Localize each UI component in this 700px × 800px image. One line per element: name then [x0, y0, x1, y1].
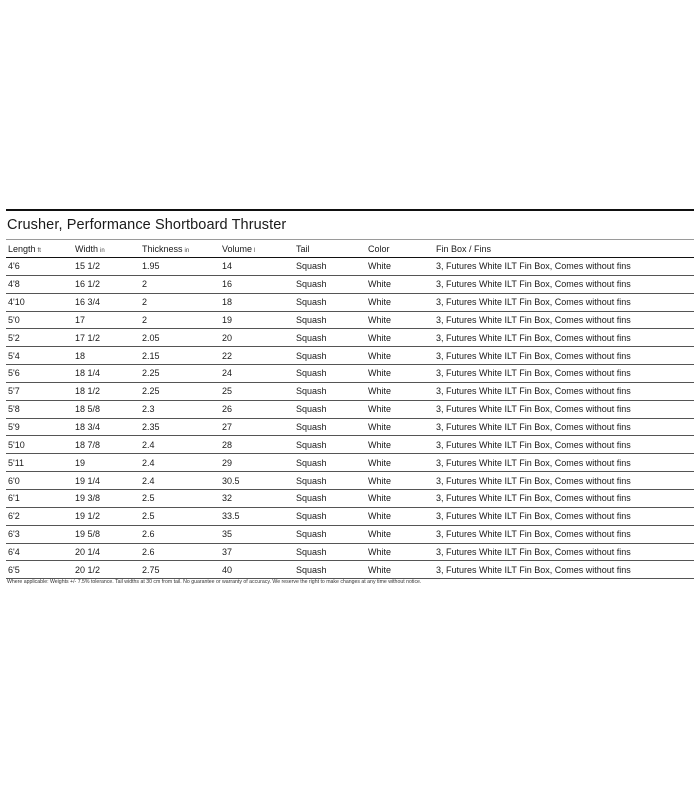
volume-cell: 26	[220, 400, 294, 418]
volume-cell: 33.5	[220, 507, 294, 525]
fins-cell: 3, Futures White ILT Fin Box, Comes without fins	[434, 311, 694, 329]
color-cell: White	[366, 525, 434, 543]
fins-cell: 3, Futures White ILT Fin Box, Comes without fins	[434, 293, 694, 311]
length-cell: 5'2	[6, 329, 73, 347]
color-cell: White	[366, 400, 434, 418]
fins-cell: 3, Futures White ILT Fin Box, Comes without fins	[434, 329, 694, 347]
tail-cell: Squash	[294, 311, 366, 329]
volume-cell: 32	[220, 489, 294, 507]
table-row	[6, 293, 694, 311]
column-label: Fin Box / Fins	[436, 243, 492, 254]
volume-cell: 30.5	[220, 472, 294, 490]
width-cell: 20 1/2	[73, 561, 140, 579]
width-cell: 18 7/8	[73, 436, 140, 454]
column-header-color	[366, 240, 434, 258]
thickness-cell: 2	[140, 275, 220, 293]
tail-cell: Squash	[294, 543, 366, 561]
volume-cell: 18	[220, 293, 294, 311]
volume-cell: 24	[220, 365, 294, 383]
column-header-volume	[220, 240, 294, 258]
fins-cell: 3, Futures White ILT Fin Box, Comes without fins	[434, 507, 694, 525]
width-cell: 18 1/4	[73, 365, 140, 383]
width-cell: 19	[73, 454, 140, 472]
table-header	[6, 240, 694, 258]
width-cell: 18 3/4	[73, 418, 140, 436]
length-cell: 6'5	[6, 561, 73, 579]
thickness-cell: 2.15	[140, 347, 220, 365]
color-cell: White	[366, 472, 434, 490]
tail-cell: Squash	[294, 418, 366, 436]
table-row	[6, 561, 694, 579]
volume-cell: 35	[220, 525, 294, 543]
column-unit: l	[254, 247, 256, 254]
thickness-cell: 2	[140, 293, 220, 311]
length-cell: 5'7	[6, 382, 73, 400]
column-header-fins	[434, 240, 694, 258]
tail-cell: Squash	[294, 382, 366, 400]
volume-cell: 29	[220, 454, 294, 472]
thickness-cell: 2.25	[140, 382, 220, 400]
table-row	[6, 311, 694, 329]
volume-cell: 22	[220, 347, 294, 365]
width-cell: 18 5/8	[73, 400, 140, 418]
length-cell: 6'0	[6, 472, 73, 490]
table-row	[6, 400, 694, 418]
tail-cell: Squash	[294, 525, 366, 543]
column-label: Thickness	[142, 243, 183, 254]
fins-cell: 3, Futures White ILT Fin Box, Comes without fins	[434, 418, 694, 436]
tail-cell: Squash	[294, 347, 366, 365]
tail-cell: Squash	[294, 400, 366, 418]
width-cell: 18	[73, 347, 140, 365]
length-cell: 5'10	[6, 436, 73, 454]
color-cell: White	[366, 543, 434, 561]
thickness-cell: 2.4	[140, 472, 220, 490]
fins-cell: 3, Futures White ILT Fin Box, Comes without fins	[434, 258, 694, 276]
table-row	[6, 382, 694, 400]
volume-cell: 16	[220, 275, 294, 293]
volume-cell: 27	[220, 418, 294, 436]
thickness-cell: 2	[140, 311, 220, 329]
width-cell: 19 5/8	[73, 525, 140, 543]
table-row	[6, 347, 694, 365]
color-cell: White	[366, 258, 434, 276]
thickness-cell: 2.35	[140, 418, 220, 436]
tail-cell: Squash	[294, 507, 366, 525]
color-cell: White	[366, 347, 434, 365]
thickness-cell: 2.4	[140, 436, 220, 454]
spec-table	[6, 239, 694, 579]
length-cell: 6'1	[6, 489, 73, 507]
tail-cell: Squash	[294, 329, 366, 347]
column-label: Volume	[222, 243, 253, 254]
column-unit: in	[184, 247, 190, 254]
header-row	[6, 240, 694, 258]
volume-cell: 14	[220, 258, 294, 276]
thickness-cell: 2.05	[140, 329, 220, 347]
thickness-cell: 2.25	[140, 365, 220, 383]
fins-cell: 3, Futures White ILT Fin Box, Comes without fins	[434, 382, 694, 400]
table-row	[6, 258, 694, 276]
tail-cell: Squash	[294, 561, 366, 579]
tail-cell: Squash	[294, 472, 366, 490]
volume-cell: 19	[220, 311, 294, 329]
length-cell: 5'9	[6, 418, 73, 436]
color-cell: White	[366, 365, 434, 383]
table-row	[6, 275, 694, 293]
width-cell: 19 1/2	[73, 507, 140, 525]
thickness-cell: 2.4	[140, 454, 220, 472]
color-cell: White	[366, 275, 434, 293]
fins-cell: 3, Futures White ILT Fin Box, Comes without fins	[434, 400, 694, 418]
volume-cell: 37	[220, 543, 294, 561]
volume-cell: 20	[220, 329, 294, 347]
column-label: Length	[8, 243, 36, 254]
volume-cell: 28	[220, 436, 294, 454]
width-cell: 18 1/2	[73, 382, 140, 400]
column-label: Color	[368, 243, 390, 254]
color-cell: White	[366, 311, 434, 329]
length-cell: 5'6	[6, 365, 73, 383]
spec-table-block	[6, 209, 694, 579]
length-cell: 5'8	[6, 400, 73, 418]
thickness-cell: 2.6	[140, 525, 220, 543]
length-cell: 5'4	[6, 347, 73, 365]
top-divider	[6, 209, 694, 211]
width-cell: 17 1/2	[73, 329, 140, 347]
color-cell: White	[366, 418, 434, 436]
column-label: Width	[75, 243, 99, 254]
fins-cell: 3, Futures White ILT Fin Box, Comes without fins	[434, 489, 694, 507]
length-cell: 6'3	[6, 525, 73, 543]
volume-cell: 25	[220, 382, 294, 400]
table-row	[6, 472, 694, 490]
tail-cell: Squash	[294, 454, 366, 472]
fins-cell: 3, Futures White ILT Fin Box, Comes without fins	[434, 525, 694, 543]
thickness-cell: 2.3	[140, 400, 220, 418]
fins-cell: 3, Futures White ILT Fin Box, Comes without fins	[434, 561, 694, 579]
tail-cell: Squash	[294, 365, 366, 383]
width-cell: 16 1/2	[73, 275, 140, 293]
length-cell: 6'2	[6, 507, 73, 525]
thickness-cell: 2.6	[140, 543, 220, 561]
column-unit: in	[100, 247, 105, 254]
tail-cell: Squash	[294, 436, 366, 454]
width-cell: 17	[73, 311, 140, 329]
tail-cell: Squash	[294, 258, 366, 276]
table-row	[6, 543, 694, 561]
column-header-width	[73, 240, 140, 258]
fins-cell: 3, Futures White ILT Fin Box, Comes without fins	[434, 347, 694, 365]
length-cell: 5'0	[6, 311, 73, 329]
table-row	[6, 507, 694, 525]
table-row	[6, 436, 694, 454]
color-cell: White	[366, 489, 434, 507]
color-cell: White	[366, 507, 434, 525]
length-cell: 4'8	[6, 275, 73, 293]
fins-cell: 3, Futures White ILT Fin Box, Comes without fins	[434, 436, 694, 454]
fins-cell: 3, Futures White ILT Fin Box, Comes without fins	[434, 454, 694, 472]
tail-cell: Squash	[294, 275, 366, 293]
fins-cell: 3, Futures White ILT Fin Box, Comes without fins	[434, 275, 694, 293]
width-cell: 16 3/4	[73, 293, 140, 311]
color-cell: White	[366, 436, 434, 454]
thickness-cell: 1.95	[140, 258, 220, 276]
tail-cell: Squash	[294, 293, 366, 311]
page-title: Crusher, Performance Shortboard Thruster	[7, 217, 287, 233]
width-cell: 20 1/4	[73, 543, 140, 561]
color-cell: White	[366, 293, 434, 311]
length-cell: 4'6	[6, 258, 73, 276]
column-unit: ft	[37, 247, 41, 254]
table-row	[6, 525, 694, 543]
length-cell: 5'11	[6, 454, 73, 472]
width-cell: 19 3/8	[73, 489, 140, 507]
disclaimer-note: Where applicable: Weights +/- 7.5% tolerance. Tail widths at 30 cm from tail. No guarantee or warranty of accuracy. We reserve the right to make changes at any time without notice.	[7, 579, 422, 585]
column-header-tail	[294, 240, 366, 258]
thickness-cell: 2.5	[140, 507, 220, 525]
column-label: Tail	[296, 243, 310, 254]
color-cell: White	[366, 561, 434, 579]
fins-cell: 3, Futures White ILT Fin Box, Comes without fins	[434, 365, 694, 383]
width-cell: 19 1/4	[73, 472, 140, 490]
table-row	[6, 329, 694, 347]
table-body	[6, 258, 694, 579]
thickness-cell: 2.75	[140, 561, 220, 579]
length-cell: 4'10	[6, 293, 73, 311]
table-row	[6, 489, 694, 507]
column-header-length	[6, 240, 73, 258]
color-cell: White	[366, 329, 434, 347]
color-cell: White	[366, 454, 434, 472]
fins-cell: 3, Futures White ILT Fin Box, Comes without fins	[434, 543, 694, 561]
table-row	[6, 454, 694, 472]
column-header-thickness	[140, 240, 220, 258]
thickness-cell: 2.5	[140, 489, 220, 507]
fins-cell: 3, Futures White ILT Fin Box, Comes without fins	[434, 472, 694, 490]
volume-cell: 40	[220, 561, 294, 579]
table-row	[6, 418, 694, 436]
tail-cell: Squash	[294, 489, 366, 507]
color-cell: White	[366, 382, 434, 400]
length-cell: 6'4	[6, 543, 73, 561]
table-row	[6, 365, 694, 383]
width-cell: 15 1/2	[73, 258, 140, 276]
